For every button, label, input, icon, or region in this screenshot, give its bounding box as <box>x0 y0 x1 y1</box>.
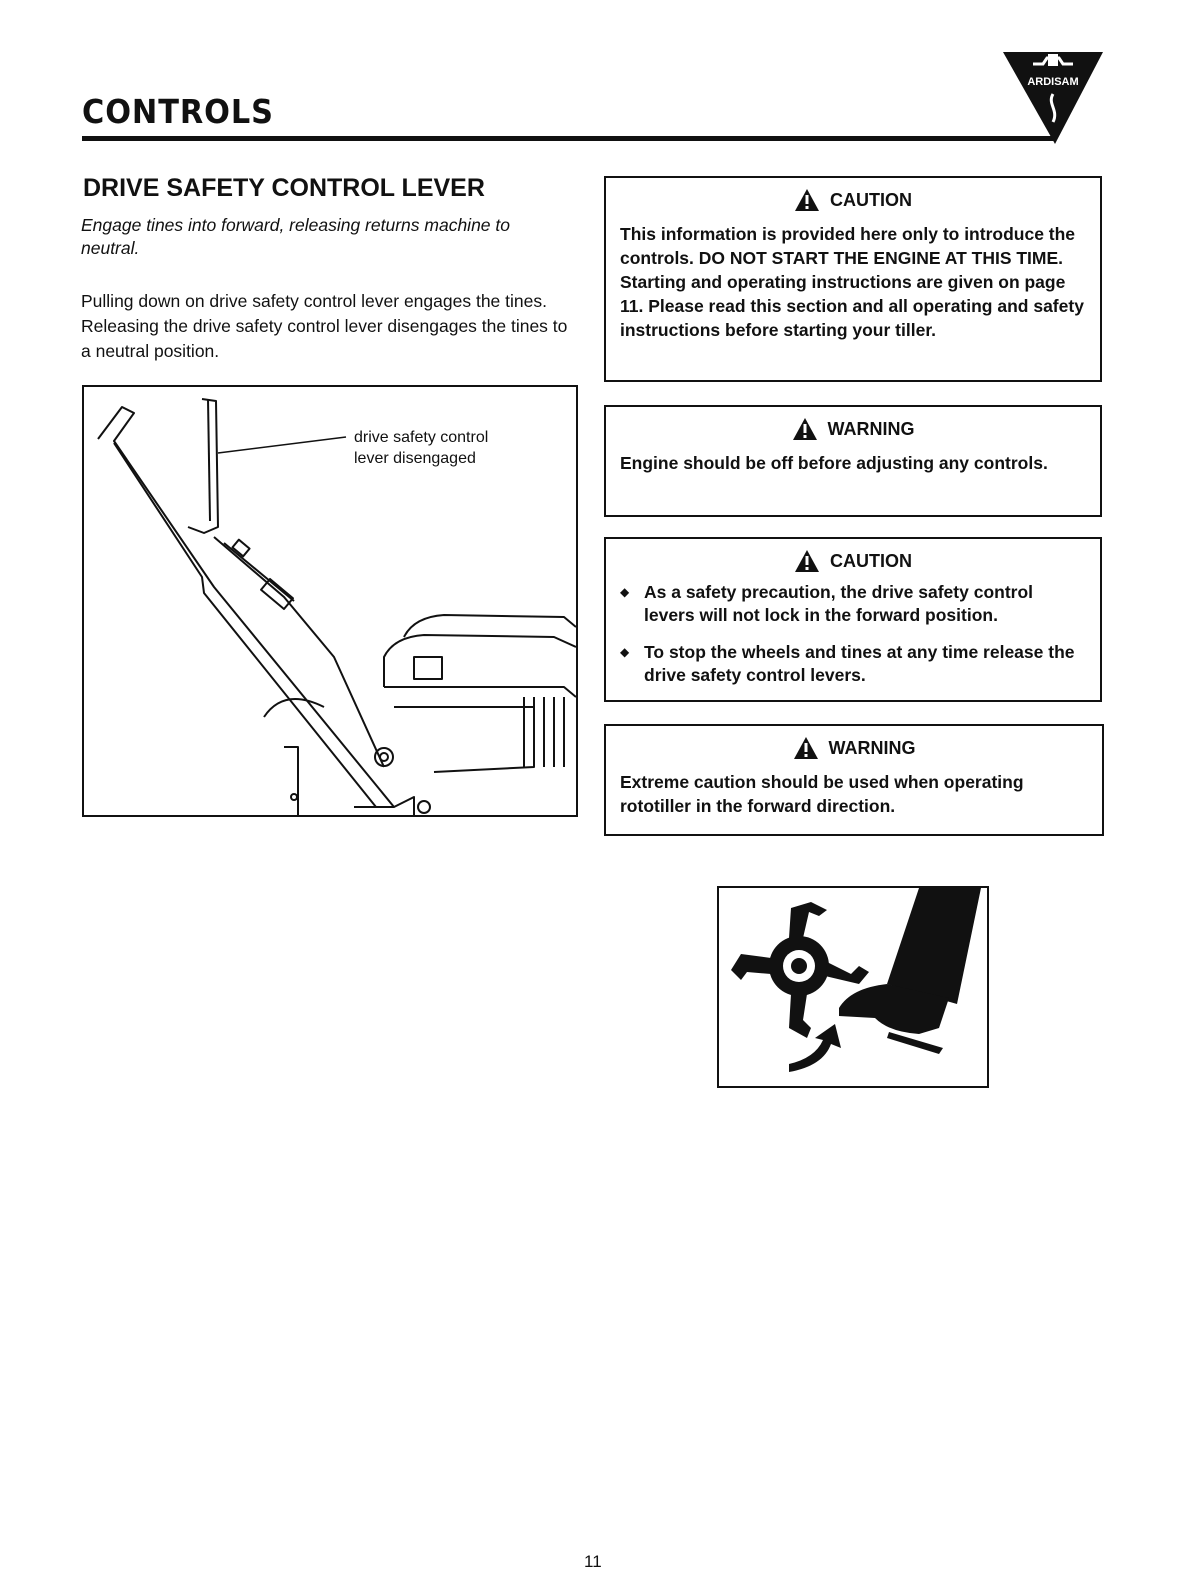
tine-hazard-pictogram <box>717 886 989 1088</box>
notice-type: WARNING <box>828 737 916 758</box>
warning-triangle-icon <box>792 417 818 441</box>
list-item <box>620 581 1084 627</box>
warning-triangle-icon <box>794 188 820 212</box>
caution-bullet-list <box>620 581 1084 687</box>
tine-hand-drawing <box>719 888 987 1086</box>
section-intro: Engage tines into forward, releasing returns machine to neutral. <box>81 215 510 258</box>
callout-line-1: drive safety control <box>354 429 489 446</box>
section-body: Pulling down on drive safety control lever engages the tines. Releasing the drive safety control lever disengages the tines to a neutral position. <box>81 291 568 361</box>
notice-type: CAUTION <box>830 550 912 571</box>
header-rule <box>82 136 1054 141</box>
notice-header <box>606 417 1100 441</box>
lever-callout <box>354 427 524 469</box>
caution-notice-1 <box>604 176 1102 382</box>
warning-notice-1 <box>604 405 1102 517</box>
notice-header <box>606 736 1102 760</box>
logo-text: ARDISAM <box>1027 76 1079 88</box>
ardisam-logo <box>1003 52 1103 148</box>
notice-text: Extreme caution should be used when operating rototiller in the forward direction. <box>620 772 1024 816</box>
section-title: DRIVE SAFETY CONTROL LEVER <box>83 174 485 202</box>
notice-text: Engine should be off before adjusting any controls. <box>620 453 1048 473</box>
page-number: 11 <box>584 1552 602 1571</box>
caution-notice-2 <box>604 537 1102 702</box>
notice-type: CAUTION <box>830 189 912 210</box>
notice-type: WARNING <box>827 418 915 439</box>
page-title: CONTROLS <box>82 92 274 131</box>
list-item <box>620 641 1084 687</box>
warning-triangle-icon <box>794 549 820 573</box>
tiller-handle-illustration <box>82 385 578 817</box>
notice-header <box>606 188 1100 212</box>
callout-line-2: lever disengaged <box>354 450 476 467</box>
diamond-bullet-icon: ◆ <box>620 645 630 659</box>
diamond-bullet-icon: ◆ <box>620 585 630 599</box>
notice-text: This information is provided here only to introduce the controls. DO NOT START THE ENGINE AT THIS TIME. Starting and operating instructions are given on page 11. Please read this section and all operating and safety instructions before starting your tiller. <box>620 224 1084 340</box>
bullet-text: To stop the wheels and tines at any time release the drive safety control levers. <box>644 642 1075 685</box>
bullet-text: As a safety precaution, the drive safety control levers will not lock in the forward position. <box>644 582 1034 625</box>
warning-triangle-icon <box>793 736 819 760</box>
notice-header <box>606 549 1100 573</box>
warning-notice-2 <box>604 724 1104 836</box>
